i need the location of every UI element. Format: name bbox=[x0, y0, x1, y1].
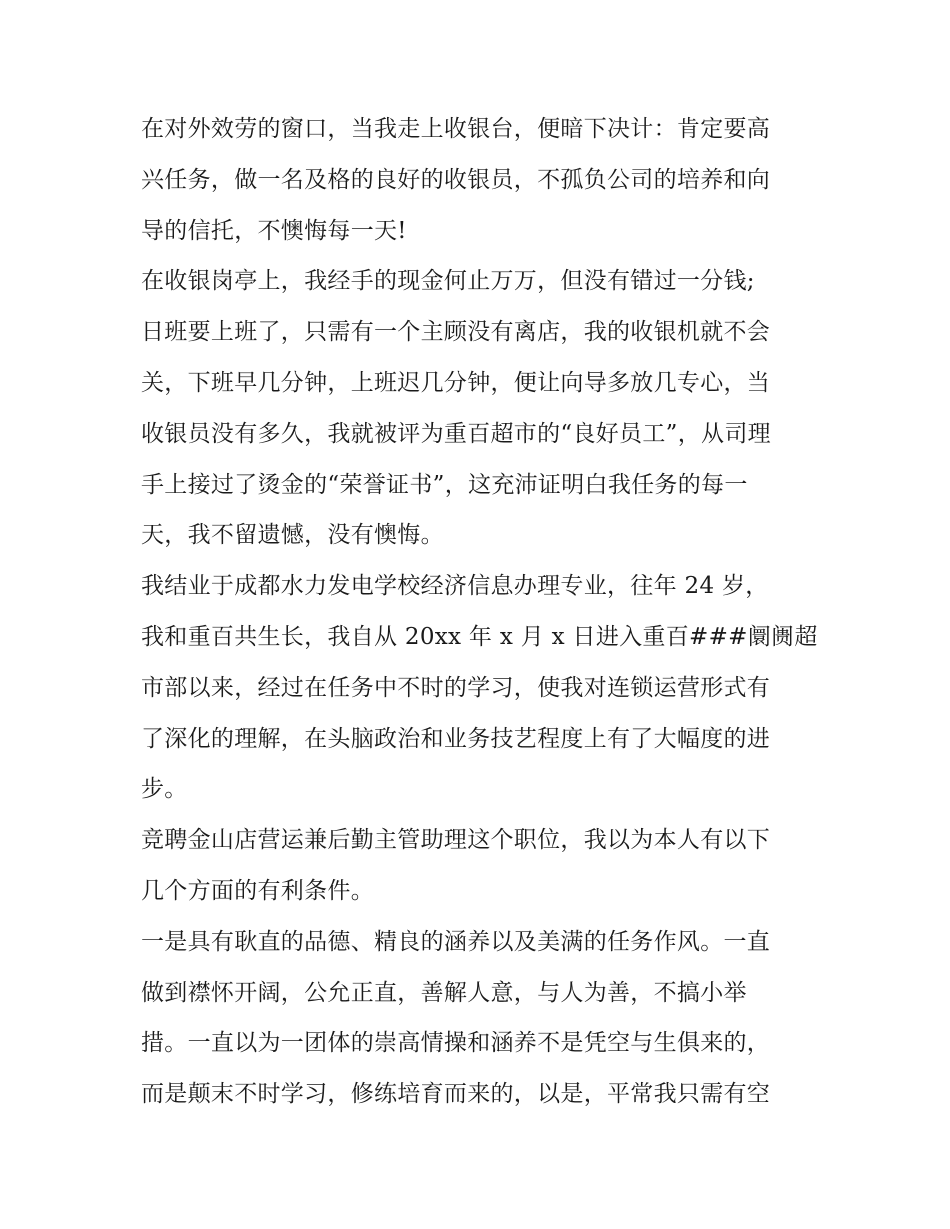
text-line: 市部以来，经过在任务中不时的学习，使我对连锁运营形式有 bbox=[141, 674, 771, 701]
body-text bbox=[141, 104, 821, 1120]
text-line: 几个方面的有利条件。 bbox=[141, 877, 374, 904]
text-line: 收银员没有多久，我就被评为重百超市的“良好员工”，从司理 bbox=[141, 420, 771, 447]
text-line: 在收银岗亭上，我经手的现金何止万万，但没有错过一分钱; bbox=[141, 268, 755, 295]
text-line: 做到襟怀开阔，公允正直，善解人意，与人为善，不搞小举 bbox=[141, 979, 747, 1006]
text-line: 兴任务，做一名及格的良好的收银员，不孤负公司的培养和向 bbox=[141, 166, 771, 193]
text-line: 措。一直以为一团体的崇高情操和涵养不是凭空与生俱来的， bbox=[141, 1030, 771, 1057]
text-line: 步。 bbox=[141, 776, 188, 803]
text-line: 导的信托，不懊悔每一天! bbox=[141, 217, 407, 244]
text-line: 我和重百共生长，我自从 20xx 年 x 月 x 日进入重百###阛阓超 bbox=[141, 623, 818, 650]
text-line: 了深化的理解，在头脑政治和业务技艺程度上有了大幅度的进 bbox=[141, 725, 771, 752]
text-line: 关，下班早几分钟，上班迟几分钟，便让向导多放几专心，当 bbox=[141, 369, 771, 396]
text-line: 一是具有耿直的品德、精良的涵养以及美满的任务作风。一直 bbox=[141, 928, 771, 955]
text-line: 而是颠末不时学习，修练培育而来的，以是，平常我只需有空 bbox=[141, 1081, 771, 1108]
text-line: 手上接过了烫金的“荣誉证书”，这充沛证明白我任务的每一 bbox=[141, 471, 748, 498]
text-line: 在对外效劳的窗口，当我走上收银台，便暗下决计：肯定要高 bbox=[141, 116, 771, 142]
text-line: 竞聘金山店营运兼后勤主管助理这个职位，我以为本人有以下 bbox=[141, 827, 771, 854]
text-line: 天，我不留遗憾，没有懊悔。 bbox=[141, 522, 444, 549]
text-line: 我结业于成都水力发电学校经济信息办理专业，往年 24 岁， bbox=[141, 573, 769, 600]
text-line: 日班要上班了，只需有一个主顾没有离店，我的收银机就不会 bbox=[141, 319, 771, 346]
